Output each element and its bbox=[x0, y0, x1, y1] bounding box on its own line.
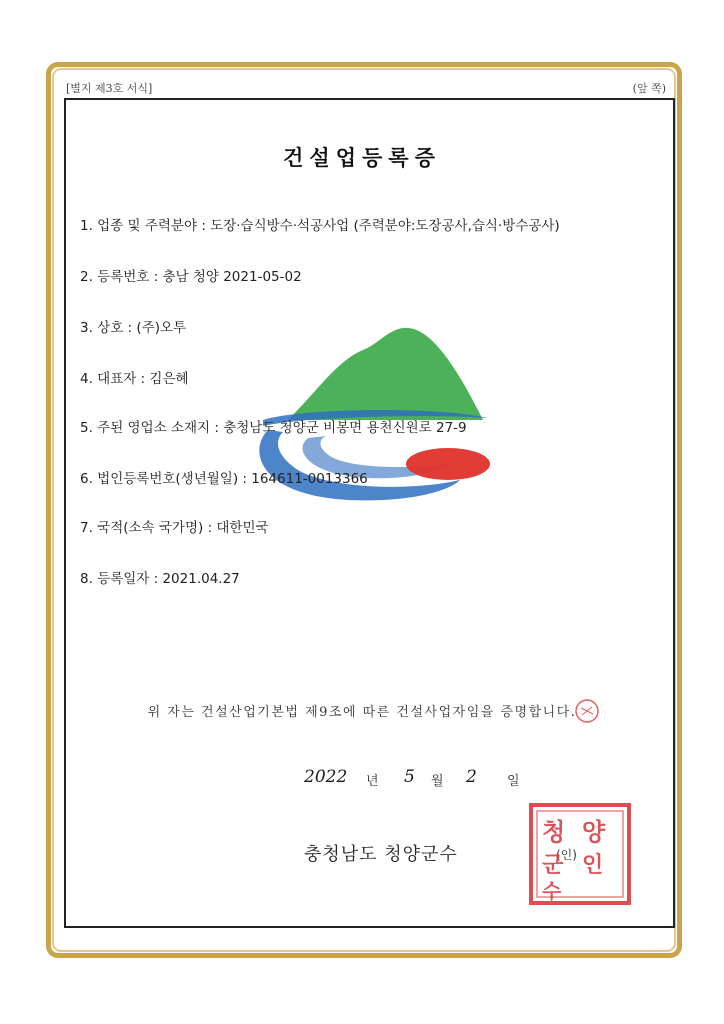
issue-year: 2022 bbox=[304, 767, 348, 787]
month-unit: 월 bbox=[431, 774, 444, 789]
issuer-name: 충청남도 청양군수 bbox=[304, 844, 458, 865]
seal-mark: (인) bbox=[556, 848, 577, 862]
item-main-office-address: 5. 주된 영업소 소재지 : 충청남도 청양군 비봉면 용천신원로 27-9 bbox=[80, 420, 467, 436]
issue-month: 5 bbox=[404, 767, 415, 787]
svg-text:수: 수 bbox=[542, 879, 562, 903]
item-registration-date: 8. 등록일자 : 2021.04.27 bbox=[80, 571, 240, 587]
form-number: [별지 제3호 서식] bbox=[66, 82, 153, 95]
svg-text:양: 양 bbox=[582, 818, 606, 846]
mountain-shape bbox=[288, 328, 483, 420]
item-nationality: 7. 국적(소속 국가명) : 대한민국 bbox=[80, 520, 269, 536]
official-seal-stamp bbox=[528, 802, 632, 906]
issue-day: 2 bbox=[466, 767, 477, 787]
certificate-title: 건설업등록증 bbox=[283, 146, 441, 170]
item-business-type: 1. 업종 및 주력분야 : 도장·습식방수·석공사업 (주력분야:도장공사,습식·방수공사) bbox=[80, 218, 560, 234]
correction-stamp-icon bbox=[570, 696, 604, 726]
item-corporate-number: 6. 법인등록번호(생년월일) : 164611-0013366 bbox=[80, 471, 368, 487]
item-registration-number: 2. 등록번호 : 충남 청양 2021-05-02 bbox=[80, 269, 302, 285]
page-side-label: (앞 쪽) bbox=[632, 82, 666, 95]
item-representative: 4. 대표자 : 김은혜 bbox=[80, 371, 189, 387]
svg-text:청: 청 bbox=[542, 818, 566, 846]
day-unit: 일 bbox=[507, 774, 520, 789]
item-company-name: 3. 상호 : (주)오투 bbox=[80, 320, 187, 336]
year-unit: 년 bbox=[366, 774, 379, 789]
certification-statement: 위 자는 건설산업기본법 제9조에 따른 건설사업자임을 증명합니다. bbox=[147, 705, 577, 720]
svg-text:인: 인 bbox=[582, 853, 604, 878]
svg-text:군: 군 bbox=[542, 853, 564, 878]
red-sun bbox=[406, 448, 490, 480]
